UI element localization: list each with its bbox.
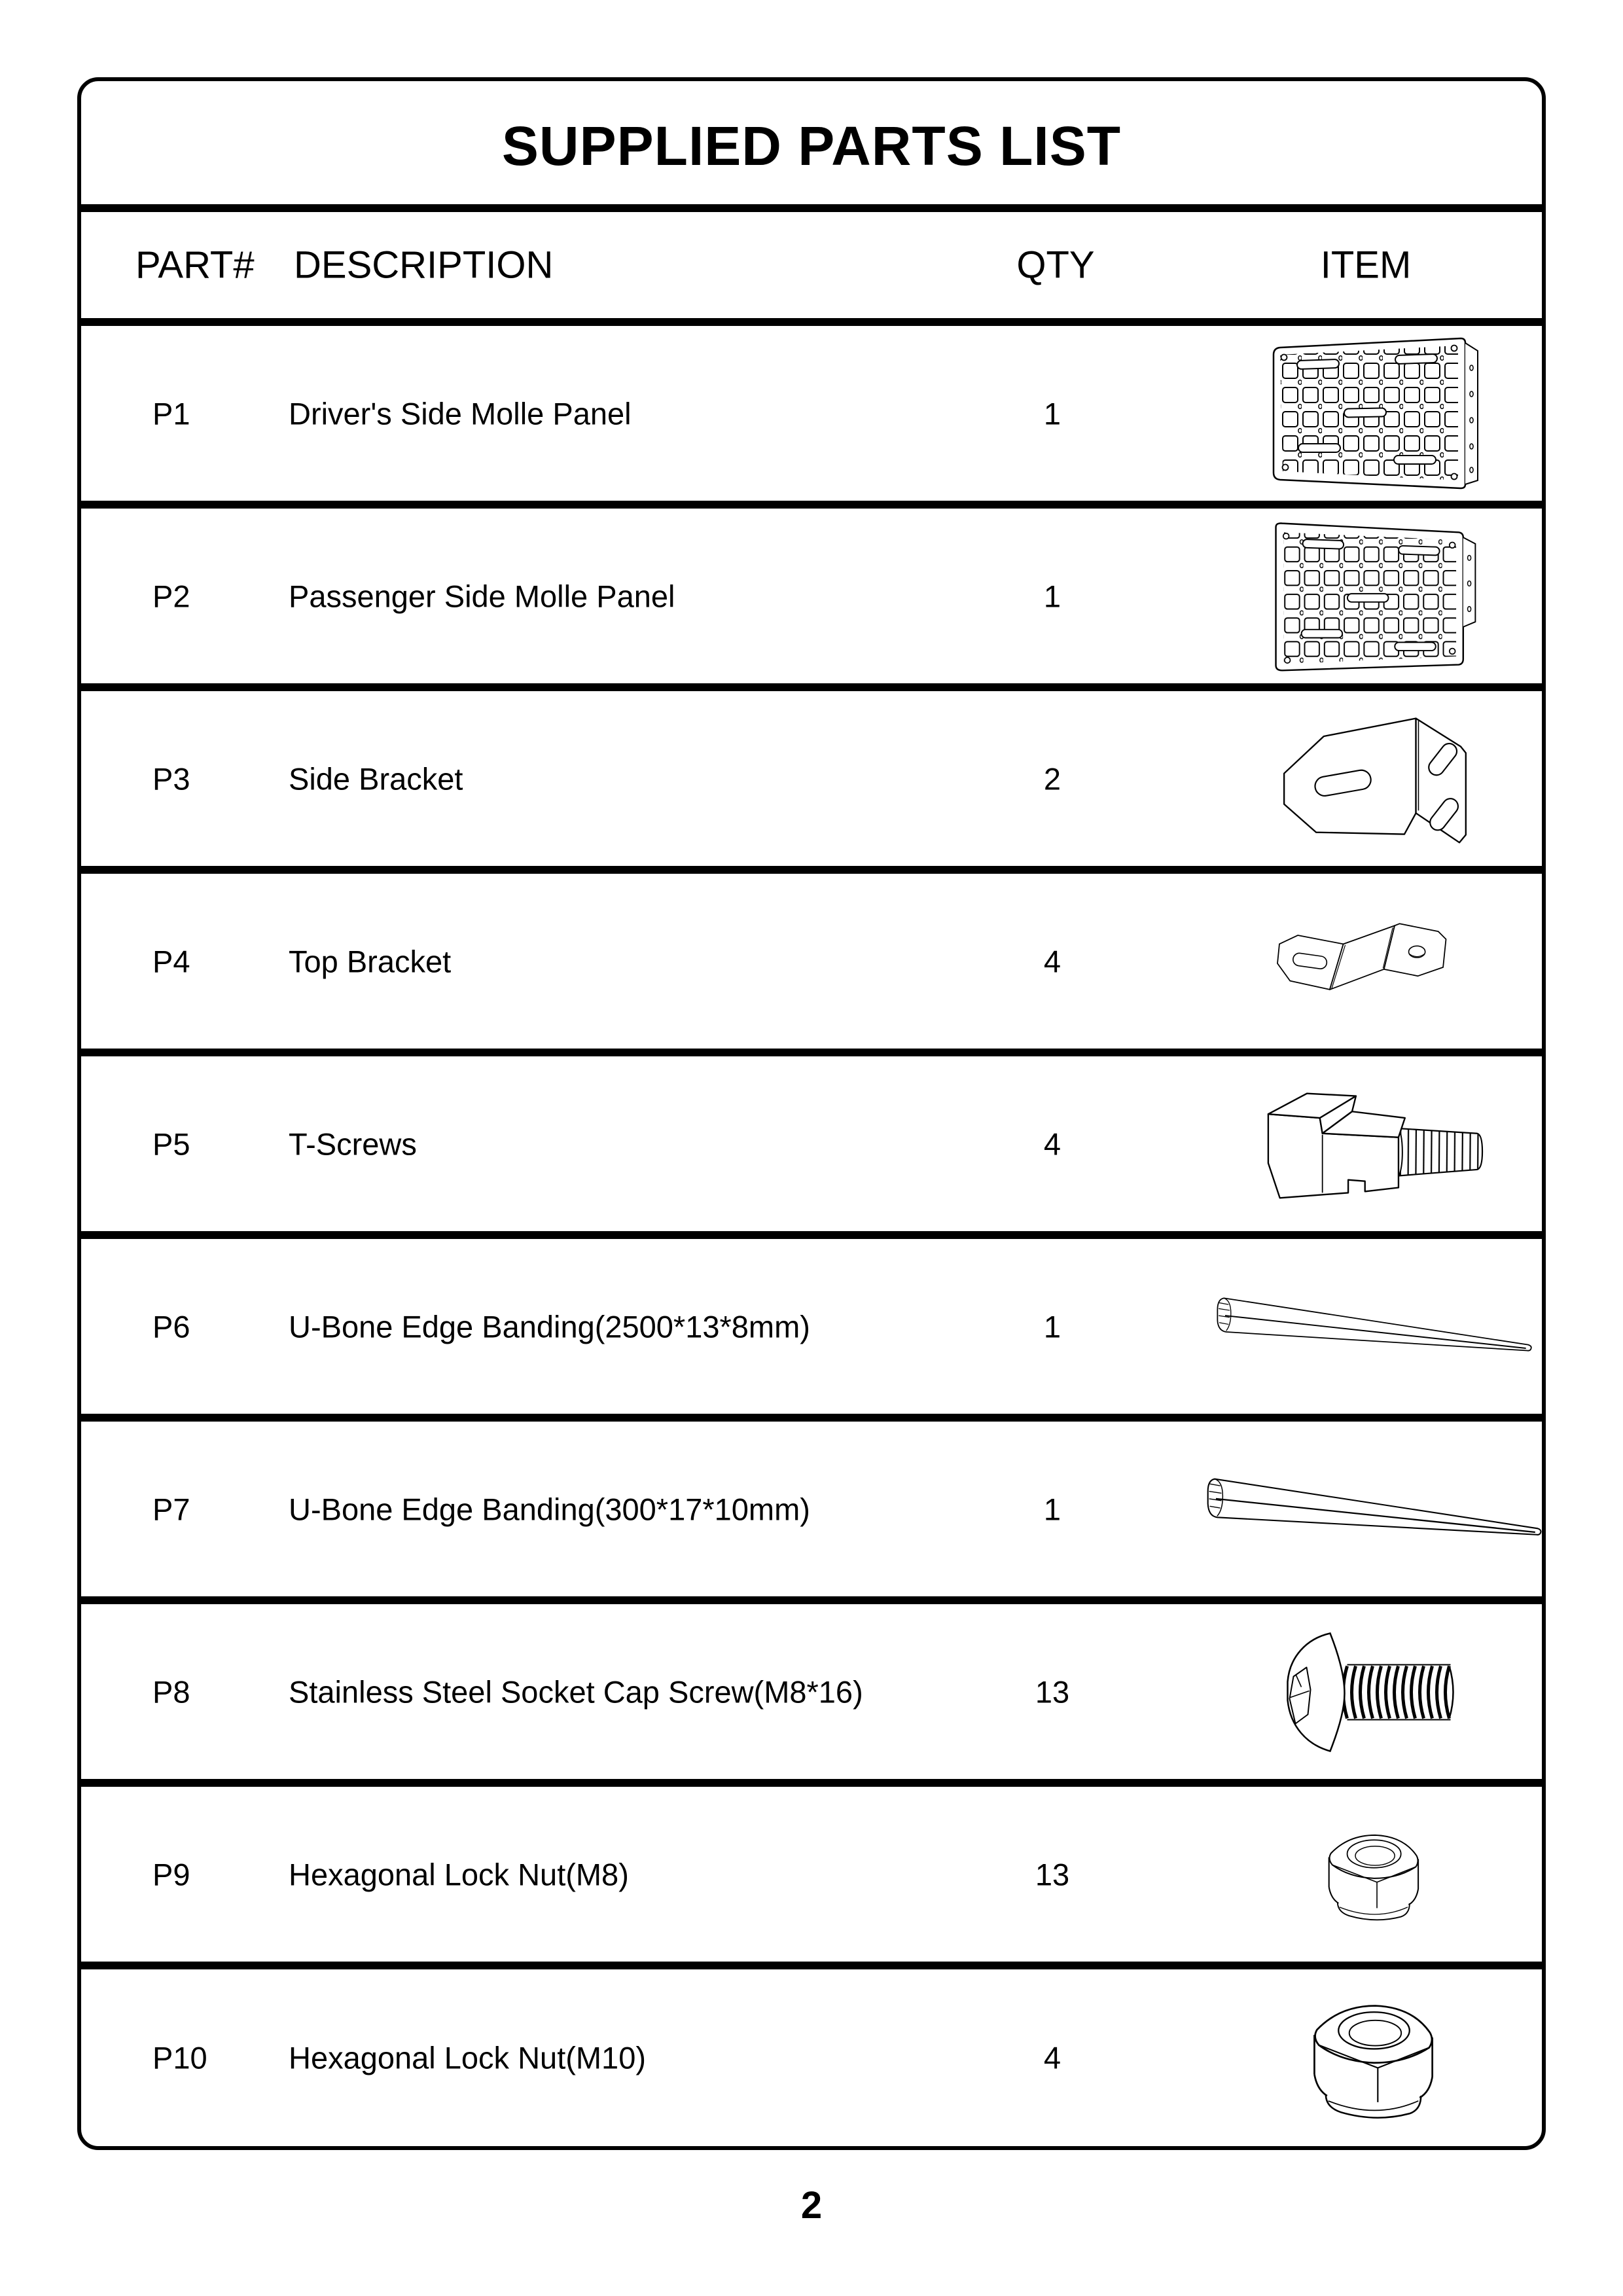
table-row — [81, 326, 1542, 501]
parts-list-frame — [77, 77, 1546, 2150]
part-number: P2 — [152, 579, 190, 613]
edge-banding-long-icon — [1187, 1295, 1546, 1359]
row-divider — [81, 501, 1542, 509]
part-description: Side Bracket — [289, 761, 463, 796]
part-description: Hexagonal Lock Nut(M8) — [289, 1857, 629, 1892]
part-description: T-Screws — [289, 1126, 417, 1161]
part-qty: 4 — [1043, 2040, 1061, 2075]
table-row — [81, 1969, 1542, 2146]
molle-panel-driver-icon — [1260, 335, 1488, 492]
hex-lock-nut-m8-icon — [1321, 1826, 1429, 1922]
table-row — [81, 509, 1542, 683]
part-number: P5 — [152, 1126, 190, 1161]
part-description: Passenger Side Molle Panel — [289, 579, 675, 613]
part-description: Hexagonal Lock Nut(M10) — [289, 2040, 646, 2075]
header-qty: QTY — [1016, 243, 1095, 287]
part-number: P9 — [152, 1857, 190, 1892]
divider — [81, 204, 1542, 212]
side-bracket-icon — [1275, 707, 1474, 851]
socket-cap-screw-icon — [1282, 1628, 1467, 1755]
part-qty: 1 — [1043, 1309, 1061, 1344]
t-screw-icon — [1249, 1078, 1499, 1210]
table-header — [81, 212, 1542, 318]
title-zone — [81, 81, 1542, 204]
part-description: Top Bracket — [289, 944, 452, 978]
part-description: U-Bone Edge Banding(300*17*10mm) — [289, 1492, 810, 1526]
part-qty: 1 — [1043, 396, 1061, 431]
header-item: ITEM — [1320, 243, 1412, 287]
part-description: Stainless Steel Socket Cap Screw(M8*16) — [289, 1674, 863, 1709]
table-row — [81, 1056, 1542, 1231]
part-number: P1 — [152, 396, 190, 431]
page-title: SUPPLIED PARTS LIST — [501, 115, 1122, 177]
divider — [81, 318, 1542, 326]
row-divider — [81, 1596, 1542, 1604]
row-divider — [81, 1049, 1542, 1056]
part-qty: 1 — [1043, 579, 1061, 613]
part-number: P4 — [152, 944, 190, 978]
part-number: P3 — [152, 761, 190, 796]
part-qty: 4 — [1043, 944, 1061, 978]
part-qty: 13 — [1035, 1674, 1070, 1709]
top-bracket-icon — [1250, 913, 1499, 1010]
page-number: 2 — [800, 2184, 823, 2227]
part-qty: 1 — [1043, 1492, 1061, 1526]
table-row — [81, 1787, 1542, 1962]
table-row — [81, 1239, 1542, 1414]
part-qty: 13 — [1035, 1857, 1070, 1892]
part-number: P10 — [152, 2040, 207, 2075]
row-divider — [81, 866, 1542, 874]
hex-lock-nut-m10-icon — [1303, 1994, 1446, 2121]
table-row — [81, 1422, 1542, 1596]
row-divider — [81, 1779, 1542, 1787]
part-description: U-Bone Edge Banding(2500*13*8mm) — [289, 1309, 810, 1344]
header-description: DESCRIPTION — [294, 243, 554, 287]
row-divider — [81, 683, 1542, 691]
molle-panel-passenger-icon — [1263, 518, 1486, 674]
part-qty: 4 — [1043, 1126, 1061, 1161]
table-row — [81, 691, 1542, 866]
table-row — [81, 1604, 1542, 1779]
table-row — [81, 874, 1542, 1049]
part-qty: 2 — [1043, 761, 1061, 796]
row-divider — [81, 1414, 1542, 1422]
edge-banding-short-icon — [1189, 1475, 1546, 1543]
header-part: PART# — [135, 243, 255, 287]
part-description: Driver's Side Molle Panel — [289, 396, 632, 431]
part-number: P8 — [152, 1674, 190, 1709]
row-divider — [81, 1962, 1542, 1969]
part-number: P6 — [152, 1309, 190, 1344]
part-number: P7 — [152, 1492, 190, 1526]
row-divider — [81, 1231, 1542, 1239]
